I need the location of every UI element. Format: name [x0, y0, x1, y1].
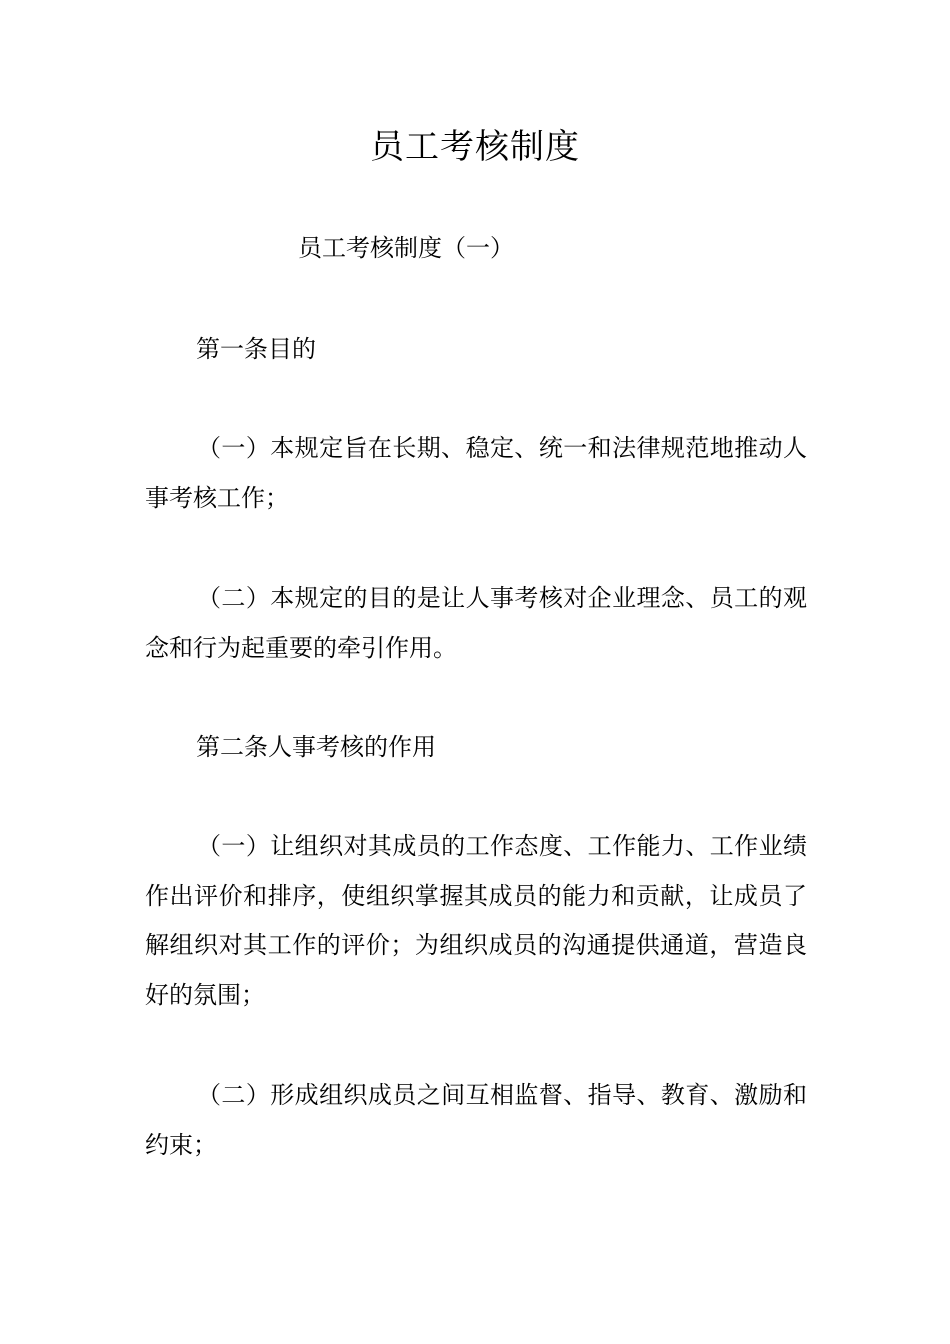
paragraph: （二）形成组织成员之间互相监督、指导、教育、激励和约束；: [145, 1081, 807, 1159]
document-title: 员工考核制度: [370, 127, 580, 167]
section-heading-purpose: 第一条目的: [196, 335, 316, 363]
document-subtitle: 员工考核制度（一）: [298, 234, 514, 262]
paragraph: （一）让组织对其成员的工作态度、工作能力、工作业绩作出评价和排序，使组织掌握其成员的能力和贡献，让成员了解组织对其工作的评价；为组织成员的沟通提供通道，营造良好的氛围；: [145, 832, 807, 1009]
paragraph: （二）本规定的目的是让人事考核对企业理念、员工的观念和行为起重要的牵引作用。: [145, 584, 807, 662]
section-heading-role: 第二条人事考核的作用: [196, 733, 436, 761]
paragraph: （一）本规定旨在长期、稳定、统一和法律规范地推动人事考核工作；: [145, 434, 807, 512]
